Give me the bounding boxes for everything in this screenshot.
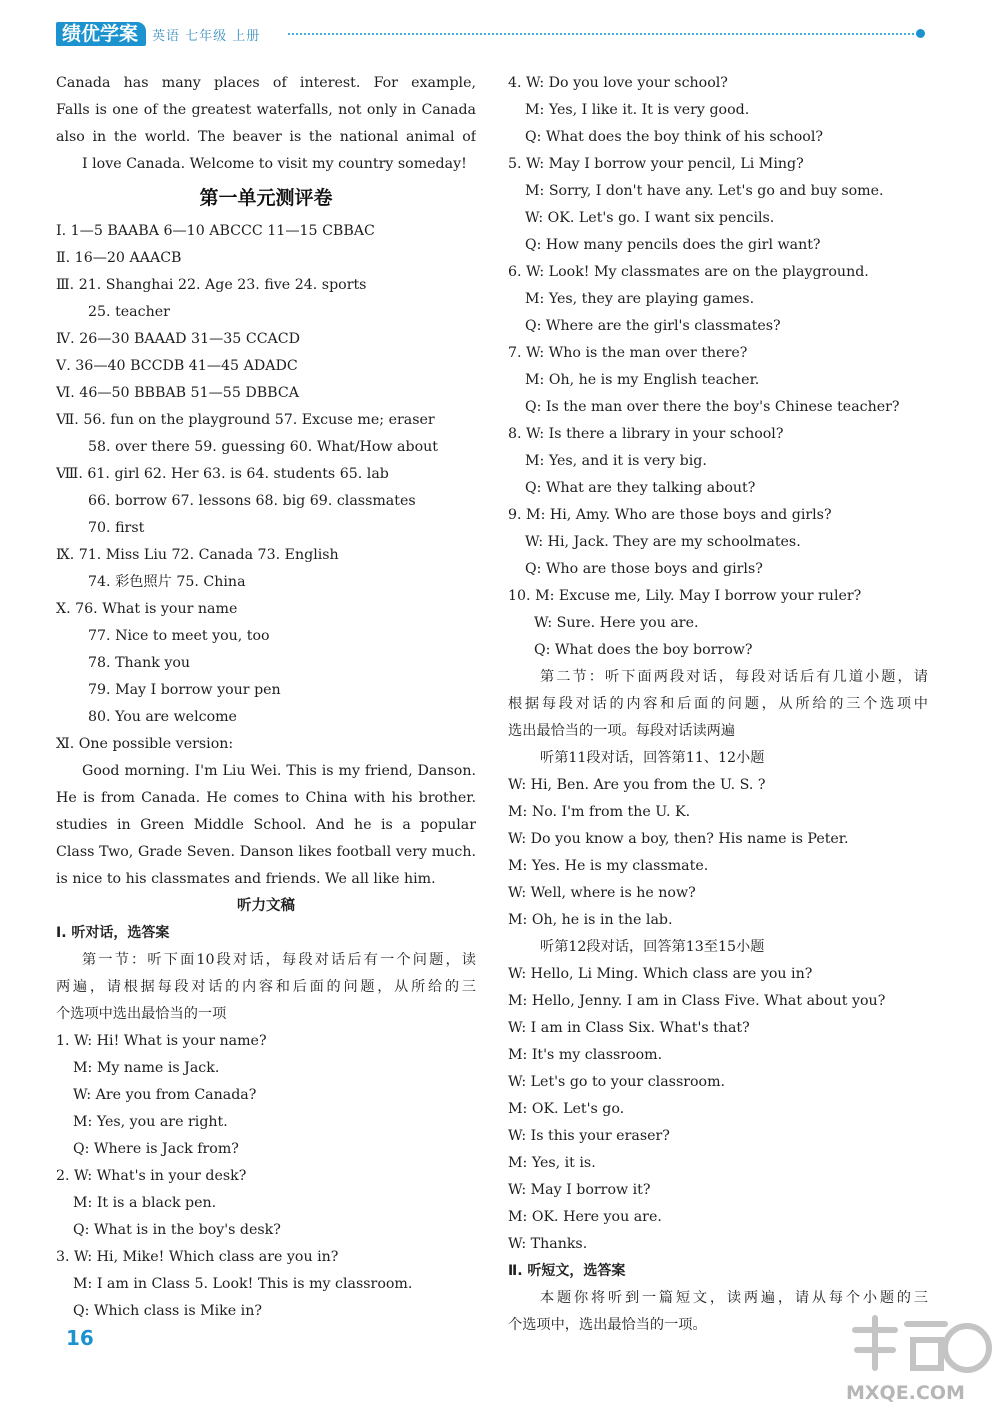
text-line: is nice to his classmates and friends. We all like him. [56, 871, 436, 887]
text-line: 2. W: What's in your desk? [56, 1168, 247, 1184]
text-line: 74. 彩色照片 75. China [88, 574, 246, 590]
text-line: Falls is one of the greatest waterfalls, not only in Canada [56, 102, 476, 118]
text-line: M: No. I'm from the U. K. [508, 804, 691, 820]
text-line: M: Sorry, I don't have any. Let's go and buy some. [525, 183, 884, 199]
text-line: Q: What are they talking about? [525, 480, 756, 496]
text-line: 两遍，请根据每段对话的内容和后面的问题，从所给的三 [56, 979, 476, 995]
text-line: I love Canada. Welcome to visit my country someday! [82, 156, 467, 172]
text-line: 1. W: Hi! What is your name? [56, 1033, 267, 1049]
text-line: 根据每段对话的内容和后面的问题，从所给的三个选项中 [508, 696, 928, 712]
text-line: 个选项中选出最恰当的一项 [56, 1006, 227, 1022]
text-line: 本题你将听到一篇短文，读两遍，请从每个小题的三 [540, 1290, 928, 1306]
text-line: Q: What does the boy borrow? [534, 642, 753, 658]
text-line: studies in Green Middle School. And he is a popular [56, 817, 476, 833]
text-line: 78. Thank you [88, 655, 191, 671]
section-heading: Ⅰ. 听对话，选答案 [56, 925, 170, 941]
text-line: M: Oh, he is in the lab. [508, 912, 673, 928]
left-column [56, 70, 476, 1325]
right-column [508, 70, 928, 1339]
text-line: 9. M: Hi, Amy. Who are those boys and girls? [508, 507, 832, 523]
text-line: M: I am in Class 5. Look! This is my classroom. [73, 1276, 413, 1292]
text-line: 听第12段对话，回答第13至15小题 [540, 939, 765, 955]
text-line: M: Yes, you are right. [73, 1114, 228, 1130]
text-line: Good morning. I'm Liu Wei. This is my friend, Danson. [82, 763, 476, 779]
text-line: Ⅺ. One possible version: [56, 736, 234, 752]
text-line: W: Well, where is he now? [508, 885, 696, 901]
text-line: W: OK. Let's go. I want six pencils. [525, 210, 775, 226]
text-line: 79. May I borrow your pen [88, 682, 281, 698]
text-line: M: Yes, they are playing games. [525, 291, 755, 307]
dot-icon [916, 29, 925, 38]
text-line: M: Yes. He is my classmate. [508, 858, 709, 874]
text-line: 25. teacher [88, 304, 170, 320]
text-line: Ⅳ. 26—30 BAAAD 31—35 CCACD [56, 331, 301, 347]
text-line: M: Yes, it is. [508, 1155, 596, 1171]
text-line: 6. W: Look! My classmates are on the playground. [508, 264, 869, 280]
text-line: He is from Canada. He comes to China with his brother. [56, 790, 476, 806]
text-line: Ⅰ. 1—5 BAABA 6—10 ABCCC 11—15 CBBAC [56, 223, 375, 239]
text-line: Ⅱ. 16—20 AAACB [56, 250, 182, 266]
text-line: M: My name is Jack. [73, 1060, 220, 1076]
book-subtitle: 英语 七年级 上册 [152, 29, 261, 44]
text-line: M: OK. Here you are. [508, 1209, 662, 1225]
text-line: Q: How many pencils does the girl want? [525, 237, 821, 253]
text-line: M: Yes, and it is very big. [525, 453, 707, 469]
text-line: Ⅴ. 36—40 BCCDB 41—45 ADADC [56, 358, 298, 374]
brand-label: 绩优学案 [56, 22, 146, 46]
text-line: Ⅶ. 56. fun on the playground 57. Excuse me; eraser [56, 412, 435, 428]
text-line: Q: Which class is Mike in? [73, 1303, 262, 1319]
text-line: 80. You are welcome [88, 709, 237, 725]
text-line: 第二节：听下面两段对话，每段对话后有几道小题，请 [540, 669, 928, 685]
text-line: 4. W: Do you love your school? [508, 75, 728, 91]
section-heading: Ⅱ. 听短文，选答案 [508, 1263, 626, 1279]
text-line: M: Yes, I like it. It is very good. [525, 102, 750, 118]
text-line: W: Do you know a boy, then? His name is Peter. [508, 831, 849, 847]
text-line: W: May I borrow it? [508, 1182, 651, 1198]
text-line: Q: Where are the girl's classmates? [525, 318, 781, 334]
text-line: 77. Nice to meet you, too [88, 628, 270, 644]
text-line: 第一节：听下面10段对话，每段对话后有一个问题，读 [82, 952, 476, 968]
page-number: 16 [66, 1326, 94, 1350]
text-line: Ⅹ. 76. What is your name [56, 601, 238, 617]
text-line: Ⅷ. 61. girl 62. Her 63. is 64. students 65. lab [56, 466, 389, 482]
site-watermark-text: MXQE.COM [846, 1382, 965, 1404]
text-line: M: It's my classroom. [508, 1047, 663, 1063]
text-line: M: It is a black pen. [73, 1195, 217, 1211]
text-line: 个选项中，选出最恰当的一项。 [508, 1317, 707, 1333]
text-line: Ⅸ. 71. Miss Liu 72. Canada 73. English [56, 547, 339, 563]
text-line: W: Are you from Canada? [73, 1087, 257, 1103]
text-line: 3. W: Hi, Mike! Which class are you in? [56, 1249, 339, 1265]
text-line: W: Hi, Jack. They are my schoolmates. [525, 534, 801, 550]
text-line: Q: Where is Jack from? [73, 1141, 239, 1157]
text-line: W: Thanks. [508, 1236, 588, 1252]
text-line: W: Hello, Li Ming. Which class are you in? [508, 966, 813, 982]
text-line: Q: Who are those boys and girls? [525, 561, 763, 577]
text-line: M: Oh, he is my English teacher. [525, 372, 760, 388]
text-line: 选出最恰当的一项。每段对话读两遍 [508, 723, 736, 739]
header-dotted-rule [288, 33, 918, 35]
text-line: W: Hi, Ben. Are you from the U. S. ? [508, 777, 766, 793]
text-line: Canada has many places of interest. For example, [56, 75, 476, 91]
text-line: Class Two, Grade Seven. Danson likes football very much. [56, 844, 476, 860]
text-line: M: OK. Let's go. [508, 1101, 625, 1117]
page-header [0, 0, 1000, 52]
text-line: W: Let's go to your classroom. [508, 1074, 726, 1090]
section-subtitle: 听力文稿 [237, 898, 295, 914]
text-line: W: Sure. Here you are. [534, 615, 699, 631]
text-line: M: Hello, Jenny. I am in Class Five. What about you? [508, 993, 886, 1009]
text-line: Ⅲ. 21. Shanghai 22. Age 23. five 24. sports [56, 277, 367, 293]
text-line: 10. M: Excuse me, Lily. May I borrow your ruler? [508, 588, 862, 604]
text-line: 66. borrow 67. lessons 68. big 69. classmates [88, 493, 416, 509]
text-line: Q: What is in the boy's desk? [73, 1222, 281, 1238]
section-title: 第一单元测评卷 [199, 187, 333, 209]
text-line: 8. W: Is there a library in your school? [508, 426, 784, 442]
text-line: 5. W: May I borrow your pencil, Li Ming? [508, 156, 804, 172]
text-line: W: Is this your eraser? [508, 1128, 670, 1144]
text-line: also in the world. The beaver is the national animal of [56, 129, 476, 145]
text-line: 58. over there 59. guessing 60. What/How about [88, 439, 438, 455]
text-line: 70. first [88, 520, 145, 536]
text-line: 7. W: Who is the man over there? [508, 345, 748, 361]
text-line: Ⅵ. 46—50 BBBAB 51—55 DBBCA [56, 385, 299, 401]
text-line: W: I am in Class Six. What's that? [508, 1020, 750, 1036]
text-line: Q: What does the boy think of his school? [525, 129, 823, 145]
text-line: Q: Is the man over there the boy's Chinese teacher? [525, 399, 900, 415]
text-line: 听第11段对话，回答第11、12小题 [540, 750, 765, 766]
